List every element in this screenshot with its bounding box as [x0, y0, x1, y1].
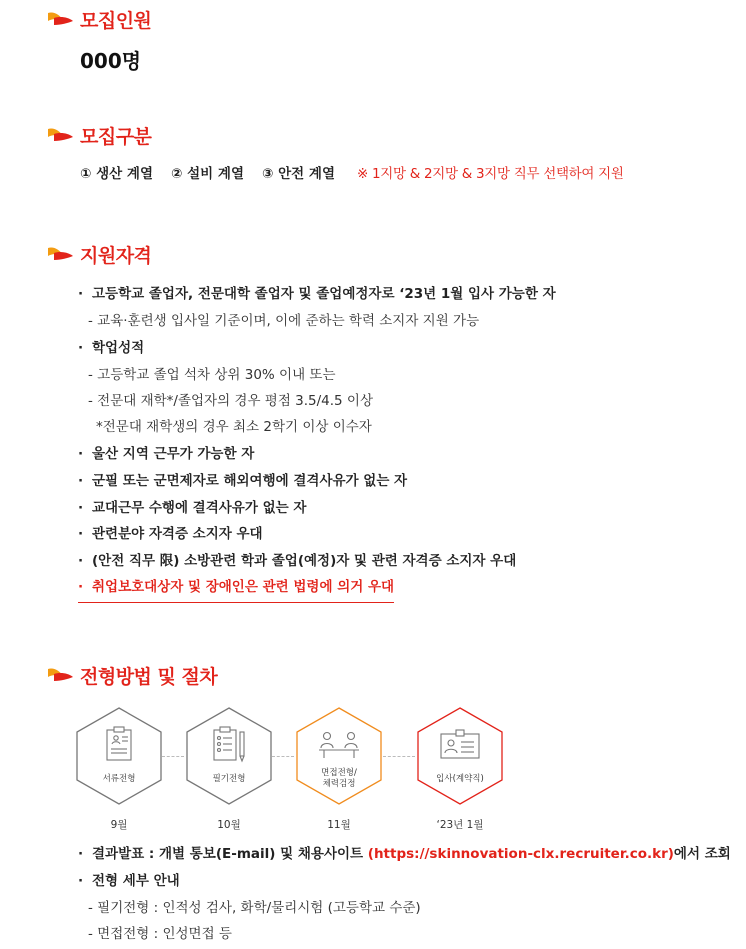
list-item-result [78, 845, 731, 863]
hexagon-shape [184, 706, 274, 806]
list-item [78, 312, 479, 330]
process-connector [162, 756, 184, 757]
sk-logo-icon [46, 125, 74, 145]
list-item-text: 결과발표 : 개별 통보(E-mail) 및 채용사이트 [92, 846, 368, 862]
hexagon-shape [294, 706, 384, 806]
list-item [78, 872, 180, 890]
list-item-text: - 면접전형 : 인성면접 등 [88, 926, 232, 942]
category-production: ① 생산 계열 [80, 166, 153, 182]
list-item-text: *전문대 재학생의 경우 최소 2학기 이상 이수자 [96, 419, 372, 435]
process-step-written [184, 706, 274, 806]
process-step-interview [294, 706, 384, 806]
list-item [78, 472, 407, 490]
section-title-text: 모집구분 [80, 125, 152, 148]
list-item-text-after: 에서 조회 [673, 846, 731, 862]
sk-logo-icon [46, 244, 74, 264]
list-item-text: 고등학교 졸업자, 전문대학 졸업자 및 졸업예정자로 ‘23년 1월 입사 가능한 자 [92, 286, 556, 302]
bullet-dot: · [78, 446, 84, 462]
process-step-hire [415, 706, 505, 806]
category-facility: ② 설비 계열 [171, 166, 244, 182]
bullet-dot: · [78, 846, 84, 862]
list-item [78, 285, 556, 303]
list-item [78, 339, 144, 357]
process-step-month: 9월 [110, 819, 128, 831]
list-item-text: 울산 지역 근무가 가능한 자 [92, 446, 255, 462]
hexagon-shape [415, 706, 505, 806]
list-item [78, 552, 516, 570]
list-item-text: 관련분야 자격증 소지자 우대 [92, 526, 263, 542]
process-step-month: 10월 [217, 819, 241, 831]
list-item-text: (안전 직무 限) 소방관련 학과 졸업(예정)자 및 관련 자격증 소지자 우대 [92, 553, 517, 569]
section-title-text: 지원자격 [80, 244, 152, 267]
bullet-dot: · [78, 340, 84, 356]
section-title-recruit-type [46, 121, 151, 149]
process-step-month: ‘23년 1월 [436, 819, 484, 831]
list-item-text: - 고등학교 졸업 석차 상위 30% 이내 또는 [88, 367, 336, 383]
section-title-qualifications [46, 240, 151, 268]
list-item [78, 499, 306, 517]
process-step-document [74, 706, 164, 806]
bullet-dot: · [78, 473, 84, 489]
list-item [78, 925, 232, 943]
list-item-text: 취업보호대상자 및 장애인은 관련 법령에 의거 우대 [92, 579, 395, 595]
list-item-text: 교대근무 수행에 결격사유가 없는 자 [92, 500, 307, 516]
bullet-dot: · [78, 286, 84, 302]
category-note: ※ 1지망 & 2지망 & 3지망 직무 선택하여 지원 [357, 166, 624, 182]
process-step-label [294, 768, 384, 790]
headcount-value: 000명 [80, 49, 142, 73]
list-item [78, 392, 373, 410]
bullet-dot: · [78, 526, 84, 542]
list-item-text: 전형 세부 안내 [92, 873, 180, 889]
sk-logo-icon [46, 665, 74, 685]
list-item-text: - 교육·훈련생 입사일 기준이며, 이에 준하는 학력 소지자 지원 가능 [88, 313, 480, 329]
recruit-categories [80, 162, 624, 182]
process-flow [74, 706, 594, 836]
recruit-site-link[interactable]: (https://skinnovation-clx.recruiter.co.kr) [367, 846, 674, 862]
list-item-text: - 전문대 재학*/졸업자의 경우 평점 3.5/4.5 이상 [88, 393, 374, 409]
bullet-dot: · [78, 873, 84, 889]
list-item [78, 445, 254, 463]
bullet-dot: · [78, 579, 84, 595]
list-item [78, 366, 336, 384]
section-title-process [46, 661, 217, 689]
section-title-recruit-count [46, 5, 151, 33]
list-item-text: 학업성적 [92, 340, 145, 356]
sk-logo-icon [46, 9, 74, 29]
bullet-dot: · [78, 553, 84, 569]
list-item-preference [78, 578, 394, 603]
hexagon-shape [74, 706, 164, 806]
category-safety: ③ 안전 계열 [262, 166, 335, 182]
bullet-dot: · [78, 500, 84, 516]
list-item-text: - 필기전형 : 인적성 검사, 화학/물리시험 (고등학교 수준) [88, 900, 421, 916]
process-step-label: 입사(계약직) [436, 774, 484, 784]
process-step-label: 필기전형 [212, 774, 246, 784]
list-item [78, 899, 421, 917]
process-step-label-text: 면접전형/ 체력검정 [321, 768, 357, 789]
process-step-label: 서류전형 [102, 774, 136, 784]
section-title-text: 모집인원 [80, 9, 152, 32]
list-item-text: 군필 또는 군면제자로 해외여행에 결격사유가 없는 자 [92, 473, 408, 489]
section-title-text: 전형방법 및 절차 [80, 665, 218, 688]
list-item [78, 525, 263, 543]
process-connector [383, 756, 415, 757]
process-step-month: 11월 [327, 819, 351, 831]
list-item [78, 418, 372, 436]
process-connector [272, 756, 294, 757]
